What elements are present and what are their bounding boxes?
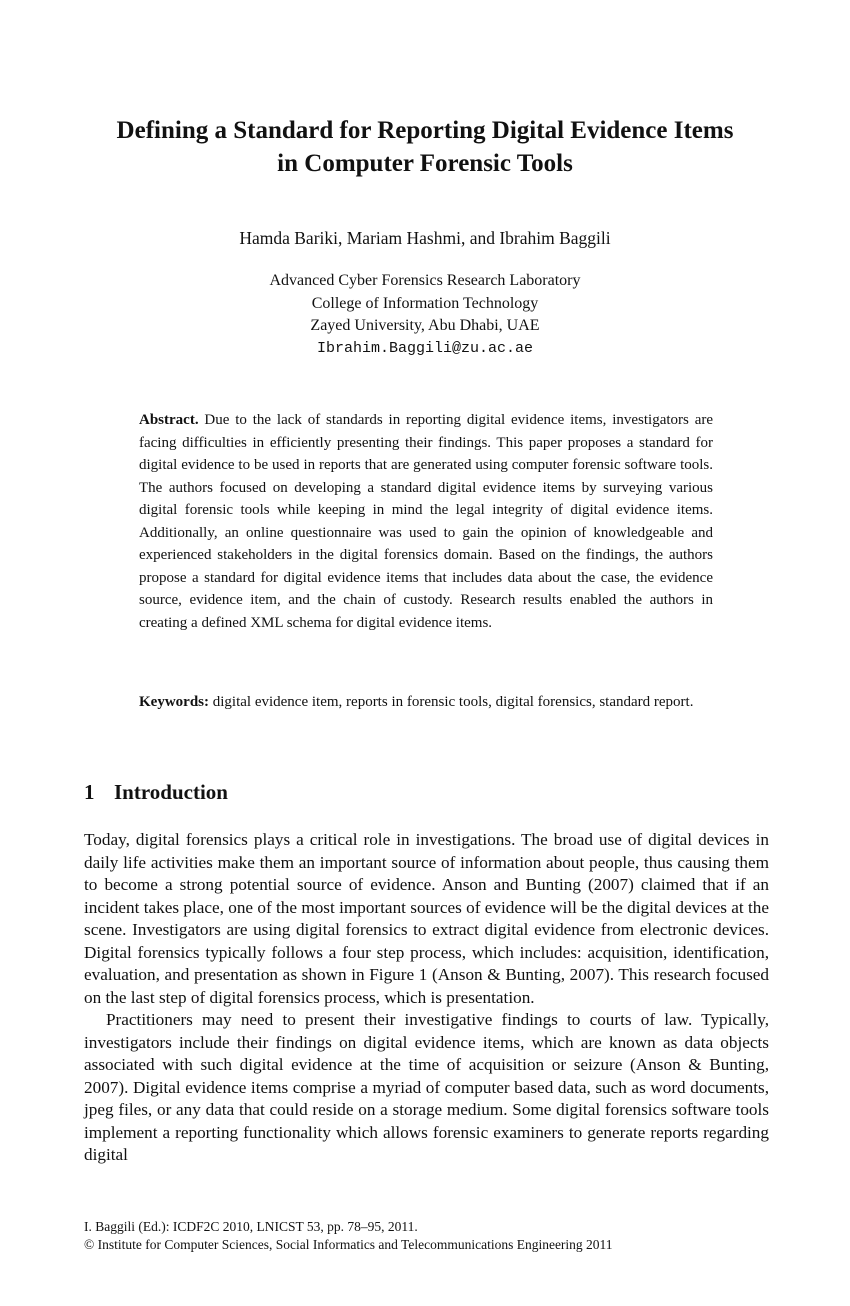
copyright-line: © Institute for Computer Sciences, Social Informatics and Telecommunications Engineering 2011 <box>84 1236 613 1252</box>
affiliation-lab: Advanced Cyber Forensics Research Laboratory <box>269 272 581 289</box>
body-paragraph: Today, digital forensics plays a critical role in investigations. The broad use of digital devices in daily life activities make them an important source of information about people, thus causing them to become a strong potential source of evidence. Anson and Bunting (2007) claimed that if an incident takes place, one of the most important sources of evidence will be the digital devices at the scene. Investigators are using digital forensics to extract digital evidence from electronic devices. Digital forensics typically follows a four step process, which includes: acquisition, identification, evaluation, and presentation as shown in Figure 1 (Anson & Bunting, 2007). This research focused on the last step of digital forensics process, which is presentation. <box>84 830 769 1007</box>
section-heading <box>84 778 228 806</box>
affiliation-college: College of Information Technology <box>311 294 539 312</box>
citation-line: I. Baggili (Ed.): ICDF2C 2010, LNICST 53, pp. 78–95, 2011. <box>84 1219 418 1234</box>
abstract <box>139 409 713 634</box>
keywords <box>139 691 713 714</box>
affiliation-university: Zayed University, Abu Dhabi, UAE <box>310 317 540 334</box>
author-email: Ibrahim.Baggili@zu.ac.ae <box>316 339 534 357</box>
keywords-label: Keywords: <box>139 694 209 710</box>
body-paragraph: Practitioners may need to present their investigative findings to courts of law. Typically, investigators include their findings on digital evidence items, which are known as data objects associated with such digital evidence at the time of acquisition or seizure (Anson & Bunting, 2007). Digital evidence items comprise a myriad of computer based data, such as word documents, jpeg files, or any data that could reside on a storage medium. Some digital forensics software tools implement a reporting functionality which allows forensic examiners to generate reports regarding digital <box>84 1010 769 1164</box>
abstract-label: Abstract. <box>139 412 199 428</box>
title-line: in Computer Forensic Tools <box>277 150 573 177</box>
keywords-text: digital evidence item, reports in forensic tools, digital forensics, standard report. <box>212 694 694 710</box>
section-number: 1 <box>84 780 95 804</box>
section-body <box>84 829 769 1167</box>
abstract-text: Due to the lack of standards in reporting digital evidence items, investigators are facing difficulties in efficiently presenting their findings. This paper proposes a standard for digital evidence to be used in reports that are generated using computer forensic software tools. The authors focused on developing a standard digital evidence items by surveying various digital forensic tools while keeping in mind the legal integrity of digital evidence items. Additionally, an online questionnaire was used to gain the opinion of knowledgeable and experienced stakeholders in the digital forensics domain. Based on the findings, the authors propose a standard for digital evidence items that includes data about the case, the evidence source, evidence item, and the chain of custody. Research results enabled the authors in creating a defined XML schema for digital evidence items. <box>139 412 714 631</box>
title-line: Defining a Standard for Reporting Digital Evidence Items <box>116 117 734 144</box>
page-footer <box>84 1218 774 1253</box>
section-title: Introduction <box>114 780 228 804</box>
affiliation-block <box>0 270 850 360</box>
author-list: Hamda Bariki, Mariam Hashmi, and Ibrahim Baggili <box>239 228 611 248</box>
paper-title <box>60 114 790 180</box>
